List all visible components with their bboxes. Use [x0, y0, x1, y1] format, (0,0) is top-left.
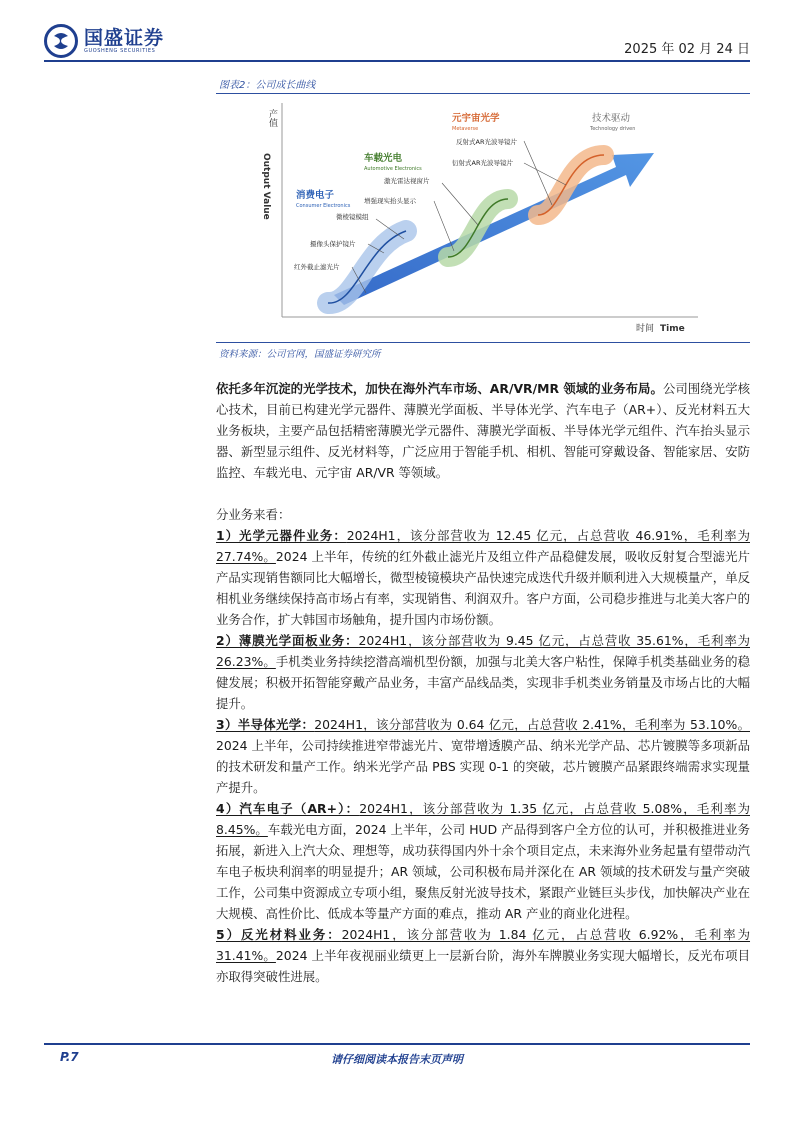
intro-heading: 依托多年沉淀的光学技术，加快在海外汽车市场、AR/VR/MR 领域的业务布局。	[216, 381, 663, 396]
annotation-micro-prism: 微棱镜模组	[336, 213, 369, 221]
segment-2-text: 手机类业务持续挖潜高端机型份额，加强与北美大客户粘性，保障手机类基础业务的稳健发展；积极开拓智能穿戴产品业务，丰富产品线品类，实现非手机类业务销量及市场占比的大幅提升。	[216, 654, 751, 711]
stage-metaverse-cn: 元宇宙光学	[452, 113, 500, 124]
segment-3-title: 3）半导体光学：	[216, 717, 315, 732]
figure-top-rule	[216, 93, 750, 94]
segment-3-stats: 2024H1，该分部营收为 0.64 亿元，占总营收 2.41%，毛利率为 53.10%。	[314, 717, 750, 732]
segment-4-text: 车载光电方面，2024 上半年，公司 HUD 产品得到客户全方位的认可，并积极推进业务拓展，新进入上汽大众、理想等，成功获得国内外十余个项目定点，未来海外业务起量有望带动汽车电子板块利润率的明显提升；AR 领域，公司积极布局并深化在 AR 领域的技术研发与量产突破工作，公司集中资源成立专项小组，聚焦反射光波导技术，紧跟产业链巨头步伐，加快解决产业在大规模、高性价比、低成本等量产方面的难点，推动 AR 产业的商业化进程。	[216, 822, 750, 921]
segment-auto-electronics	[216, 798, 750, 924]
y-label-en: Output Value	[261, 153, 271, 220]
x-label-en: Time	[660, 324, 685, 334]
leader-line	[442, 183, 478, 225]
header-divider	[44, 60, 750, 62]
figure-bottom-rule	[216, 342, 750, 343]
stage-technology-en: Technology driven	[590, 126, 636, 132]
segment-5-stats: 2024H1，该分部营收为 1.84 亿元，占总营收 6.92%，毛利率为 31.41%。	[216, 927, 751, 963]
segment-2-stats: 2024H1，该分部营收为 9.45 亿元，占总营收 35.61%，毛利率为 26.23%。	[216, 633, 750, 669]
stage-technology-cn: 技术驱动	[592, 113, 631, 124]
stage-automotive-cn: 车载光电	[364, 153, 403, 164]
body-text	[216, 378, 750, 987]
stage-metaverse-en: Metaverse	[452, 126, 479, 132]
intro-text: 公司围绕光学核心技术，目前已构建光学元器件、薄膜光学面板、半导体光学、汽车电子（AR+）、反光材料五大业务板块，主要产品包括精密薄膜光学元器件、薄膜光学面板、半导体光学元组件、汽车抬头显示器、新型显示组件、反光材料等，广泛应用于智能手机、相机、智能可穿戴设备、智能家居、安防监控、车载光电、元宇宙 AR/VR 等领域。	[216, 381, 751, 480]
footer-divider	[44, 1043, 750, 1045]
header-logo	[44, 24, 164, 58]
segment-optical-components	[216, 525, 750, 630]
annotation-lidar-window: 激光雷达视窗片	[384, 177, 430, 185]
leader-line	[524, 141, 552, 205]
annotation-camera-cover: 摄像头保护镜片	[310, 240, 356, 248]
segment-1-title: 1）光学元器件业务：	[216, 528, 347, 543]
segment-reflective-materials	[216, 924, 750, 987]
y-label-cn: 产值	[267, 109, 277, 127]
page-number: P.7	[60, 1050, 79, 1064]
company-name-en: GUOSHENG SECURITIES	[84, 47, 156, 54]
x-label-cn: 时间	[636, 324, 655, 334]
intro-paragraph	[216, 378, 750, 483]
segment-5-title: 5）反光材料业务：	[216, 927, 342, 942]
leader-line	[434, 201, 454, 251]
annotation-ar-hud: 增强现实抬头显示	[364, 197, 416, 205]
annotation-reflective-ar: 反射式AR光波导镜片	[456, 138, 517, 146]
stage-consumer-en: Consumer Electronics	[296, 203, 351, 209]
annotation-diffractive-ar: 衍射式AR光波导镜片	[452, 159, 513, 167]
segment-2-title: 2）薄膜光学面板业务：	[216, 633, 359, 648]
stage-automotive-en: Automotive Electronics	[364, 166, 422, 172]
segment-thin-film-panel	[216, 630, 750, 714]
segment-5-text: 2024 上半年夜视丽业绩更上一层新台阶，海外车牌膜业务实现大幅增长，反光布项目亦取得突破性进展。	[216, 948, 750, 984]
stage-consumer-cn: 消费电子	[296, 190, 335, 201]
segment-semiconductor-optics	[216, 714, 750, 798]
figure-source: 资料来源：公司官网，国盛证券研究所	[219, 349, 381, 360]
segments-intro: 分业务来看：	[216, 507, 291, 522]
segment-3-text: 2024 上半年，公司持续推进窄带滤光片、宽带增透膜产品、纳米光学产品、芯片镀膜等多项新品的技术研发和量产工作。纳米光学产品 PBS 实现 0-1 的突破，芯片镀膜产品紧跟终端需求实现量产提升。	[216, 738, 750, 795]
segment-1-text: 2024 上半年，传统的红外截止滤光片及组立件产品稳健发展，吸收反射复合型滤光片产品实现销售额同比大幅增长，微型棱镜模块产品快速完成迭代升级并顺利进入大规模量产，单反相机业务继续保持高市场占有率，实现销售、利润双升。客户方面，公司稳步推进与北美大客户的业务合作，扩大韩国市场触角，提升国内市场份额。	[216, 549, 750, 627]
segment-4-title: 4）汽车电子（AR+）：	[216, 801, 360, 816]
figure-title: 图表2：公司成长曲线	[219, 80, 316, 91]
report-date: 2025 年 02 月 24 日	[624, 42, 750, 57]
growth-arrow	[334, 153, 654, 305]
segment-4-stats: 2024H1，该分部营收为 1.35 亿元，占总营收 5.08%，毛利率为 8.45%。	[216, 801, 750, 837]
leader-line	[524, 163, 566, 185]
company-name: 国盛证券	[84, 26, 165, 49]
segment-1-stats: 2024H1，该分部营收为 12.45 亿元，占总营收 46.91%，毛利率为 27.74%。	[216, 528, 750, 564]
disclaimer-note: 请仔细阅读本报告末页声明	[331, 1053, 463, 1066]
annotation-ir-cut-filter: 红外截止滤光片	[294, 263, 340, 271]
growth-curve-figure	[216, 95, 750, 341]
guosheng-logo-icon	[44, 24, 78, 58]
